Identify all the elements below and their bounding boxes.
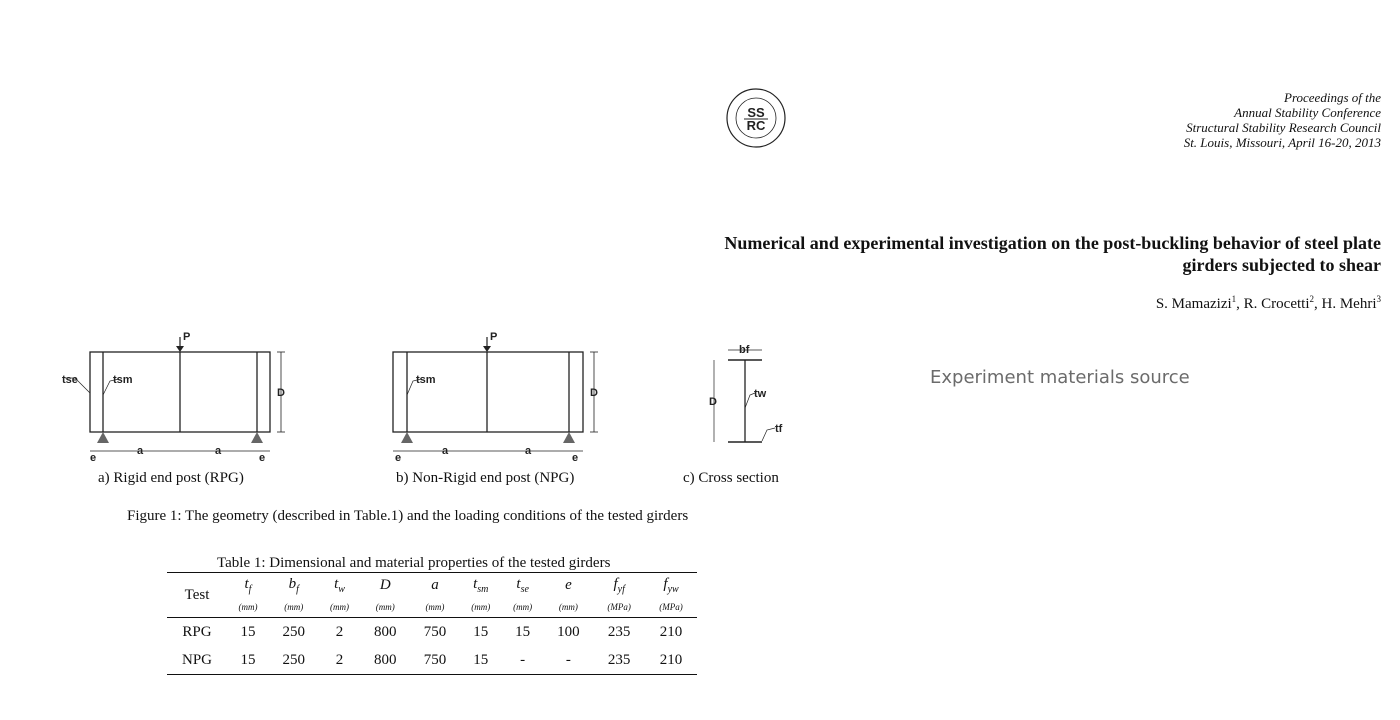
column-symbol-header: $t_f$ [227, 573, 269, 598]
table-cell: 235 [593, 646, 645, 675]
column-unit-header: (mm) [471, 602, 491, 612]
table-cell: 2 [319, 618, 361, 647]
author-affiliation: 1 [1231, 294, 1237, 304]
subcaption-rigid: a) Rigid end post (RPG) [98, 470, 244, 486]
end-offset-label: e [90, 452, 97, 464]
figure-caption: Figure 1: The geometry (described in Table.1) and the loading conditions of the tested girders [127, 508, 689, 524]
table-cell: 15 [227, 618, 269, 647]
table-cell: 100 [544, 618, 594, 647]
test-name-cell: NPG [167, 646, 227, 675]
column-unit-header: (mm) [330, 602, 350, 612]
proceedings-header [1184, 90, 1381, 150]
load-label: P [183, 331, 191, 343]
table-cell: 750 [410, 618, 460, 647]
depth-label: D [590, 387, 598, 399]
panel-width-label: a [442, 445, 449, 457]
tsm-label: tsm [113, 374, 133, 386]
column-unit-header: (mm) [425, 602, 445, 612]
table-caption: Table 1: Dimensional and material properties of the tested girders [217, 555, 611, 571]
svg-text:RC: RC [746, 118, 766, 133]
svg-text:SS: SS [747, 105, 765, 120]
column-unit-header: (MPa) [659, 602, 683, 612]
table-cell: 210 [645, 646, 697, 675]
end-offset-label: e [395, 452, 402, 464]
panel-width-label: a [137, 445, 144, 457]
paper-title: Numerical and experimental investigation on the post-buckling behavior of steel plate girders subjected to shear [724, 233, 1381, 275]
table-cell: - [544, 646, 594, 675]
proceedings-line: Proceedings of the [1284, 90, 1381, 105]
table-cell: 800 [360, 618, 410, 647]
flange-thickness-label: tf [775, 423, 783, 435]
rigid-end-post-diagram [62, 331, 285, 464]
proceedings-line: St. Louis, Missouri, April 16-20, 2013 [1183, 135, 1381, 150]
proceedings-line: Annual Stability Conference [1234, 105, 1381, 120]
cross-section-diagram [709, 344, 783, 442]
table-cell: 750 [410, 646, 460, 675]
ssrc-logo [726, 88, 786, 148]
column-symbol-header: $f_{yf}$ [593, 573, 645, 598]
test-name-cell: RPG [167, 618, 227, 647]
table-row [167, 646, 697, 675]
table-cell: 15 [460, 618, 502, 647]
author-name: S. Mamazizi [1155, 296, 1232, 312]
column-unit-header: (mm) [238, 602, 258, 612]
column-unit-header: (mm) [558, 602, 578, 612]
end-offset-label: e [572, 452, 579, 464]
web-thickness-label: tw [754, 388, 767, 400]
column-symbol-header: $f_{yw}$ [645, 573, 697, 598]
column-unit-header: (mm) [513, 602, 533, 612]
table-cell: 250 [269, 646, 319, 675]
table-cell: 15 [460, 646, 502, 675]
author-name: R. Crocetti [1243, 296, 1310, 312]
tse-label: tse [62, 374, 78, 386]
author-affiliation: 2 [1309, 294, 1314, 304]
tsm-label: tsm [416, 374, 436, 386]
source-note: Experiment materials source [930, 367, 1190, 388]
table-cell: 250 [269, 618, 319, 647]
proceedings-line: Structural Stability Research Council [1186, 120, 1381, 135]
column-symbol-header: a [410, 573, 460, 598]
panel-width-label: a [525, 445, 532, 457]
column-unit-header: (mm) [284, 602, 304, 612]
non-rigid-end-post-diagram [393, 331, 598, 464]
table-cell: 15 [502, 618, 544, 647]
end-offset-label: e [259, 452, 266, 464]
column-symbol-header: $b_f$ [269, 573, 319, 598]
column-symbol-header: $t_w$ [319, 573, 361, 598]
column-symbol-header: $t_{se}$ [502, 573, 544, 598]
table-cell: 2 [319, 646, 361, 675]
column-symbol-header: D [360, 573, 410, 598]
column-symbol-header: $t_{sm}$ [460, 573, 502, 598]
panel-width-label: a [215, 445, 222, 457]
column-symbol-header: e [544, 573, 594, 598]
author-list: S. Mamazizi$^1$, R. Crocetti$^2$, H. Mehri$^3$ [1155, 294, 1381, 312]
depth-label: D [709, 396, 717, 408]
test-column-header: Test [167, 573, 227, 618]
load-label: P [490, 331, 498, 343]
properties-table [167, 572, 697, 675]
table-cell: 15 [227, 646, 269, 675]
table-cell: - [502, 646, 544, 675]
table-cell: 800 [360, 646, 410, 675]
depth-label: D [277, 387, 285, 399]
table-cell: 210 [645, 618, 697, 647]
subcaption-non-rigid: b) Non-Rigid end post (NPG) [396, 470, 575, 486]
subcaption-cross-section: c) Cross section [683, 470, 779, 486]
table-cell: 235 [593, 618, 645, 647]
column-unit-header: (MPa) [607, 602, 631, 612]
author-affiliation: 3 [1376, 294, 1381, 304]
column-unit-header: (mm) [375, 602, 395, 612]
author-name: H. Mehri [1321, 296, 1377, 312]
table-row [167, 618, 697, 647]
flange-width-label: bf [739, 344, 750, 356]
